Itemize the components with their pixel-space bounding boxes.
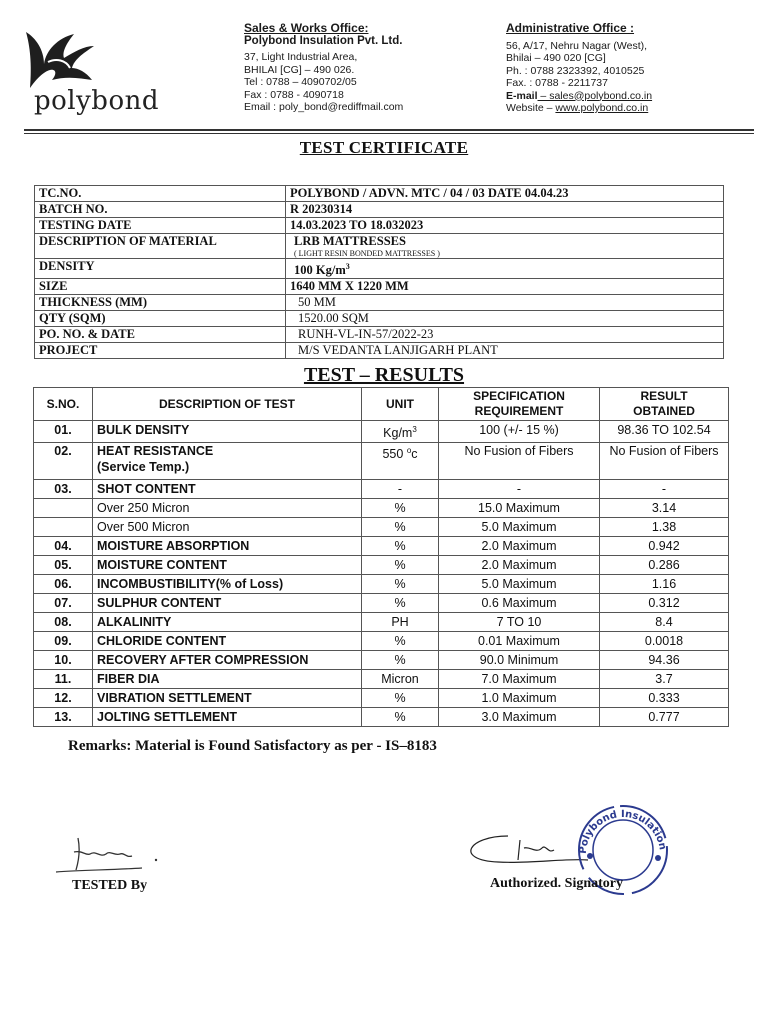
result-specification: 15.0 Maximum — [439, 499, 600, 518]
result-unit — [362, 613, 439, 632]
company-name: Polybond Insulation Pvt. Ltd. — [244, 34, 403, 47]
admin-website: Website – www.polybond.co.in — [506, 102, 649, 114]
result-sno — [34, 499, 93, 518]
result-description-text: MOISTURE CONTENT — [97, 558, 227, 573]
authorized-signatory-label: Authorized. Signatory — [490, 876, 623, 891]
result-sno: 13. — [34, 708, 93, 727]
result-specification: No Fusion of Fibers — [439, 443, 600, 480]
company-logo — [22, 24, 102, 94]
info-row — [35, 311, 724, 327]
result-description — [93, 613, 362, 632]
tester-signature — [52, 830, 172, 880]
header-divider — [24, 129, 754, 131]
result-unit-text: PH — [391, 615, 409, 630]
result-specification: 0.6 Maximum — [439, 594, 600, 613]
info-row — [35, 218, 724, 234]
info-label: PO. NO. & DATE — [35, 327, 286, 343]
tested-by-label: TESTED By — [72, 878, 148, 893]
results-title: TEST – RESULTS — [303, 364, 465, 386]
result-description — [93, 421, 362, 443]
info-value — [286, 218, 724, 234]
certificate-info-table — [34, 185, 724, 359]
result-row — [34, 480, 729, 499]
results-header-row — [34, 388, 729, 421]
result-description — [93, 499, 362, 518]
info-value-text: M/S VEDANTA LANJIGARH PLANT — [298, 343, 498, 358]
info-value — [286, 202, 724, 218]
result-specification: - — [439, 480, 600, 499]
admin-email: E-mail – sales@polybond.co.in — [506, 89, 653, 102]
test-results-table — [33, 387, 729, 727]
result-description-text: JOLTING SETTLEMENT — [97, 710, 238, 725]
info-value — [286, 311, 724, 327]
result-obtained: 94.36 — [600, 651, 729, 670]
result-description — [93, 518, 362, 537]
result-row — [34, 708, 729, 727]
result-unit — [362, 443, 439, 480]
admin-phone: Ph. : 0788 2323392, 4010525 — [506, 64, 645, 77]
result-unit — [362, 594, 439, 613]
result-obtained: 1.38 — [600, 518, 729, 537]
result-description-text: HEAT RESISTANCE — [97, 444, 214, 459]
info-value-text: 50 MM — [298, 295, 336, 310]
result-unit-text: - — [397, 482, 403, 497]
col-header-result-text: RESULT OBTAINED — [633, 389, 695, 418]
result-unit-text: % — [394, 501, 406, 516]
col-header-description: DESCRIPTION OF TEST — [93, 388, 362, 421]
result-obtained: No Fusion of Fibers — [600, 443, 729, 480]
result-unit — [362, 556, 439, 575]
result-description-text: MOISTURE ABSORPTION — [97, 539, 250, 554]
info-row — [35, 327, 724, 343]
result-obtained: 0.0018 — [600, 632, 729, 651]
info-value-subtext: ( LIGHT RESIN BONDED MATTRESSES ) — [294, 249, 440, 258]
works-email: Email : poly_bond@rediffmail.com — [244, 101, 404, 113]
polybond-logo-icon — [22, 24, 102, 94]
result-description-text: Over 500 Micron — [97, 520, 190, 535]
result-row — [34, 613, 729, 632]
result-row — [34, 632, 729, 651]
works-office-block — [244, 22, 403, 114]
info-value — [286, 327, 724, 343]
result-unit — [362, 632, 439, 651]
result-unit-text: 550 — [382, 447, 407, 462]
info-value — [286, 343, 724, 359]
result-sno: 05. — [34, 556, 93, 575]
result-description-text: VIBRATION SETTLEMENT — [97, 691, 252, 706]
result-unit-text: % — [394, 520, 406, 535]
result-sno: 10. — [34, 651, 93, 670]
result-description-text: ALKALINITY — [97, 615, 172, 630]
certificate-title: TEST CERTIFICATE — [299, 138, 469, 157]
result-unit — [362, 575, 439, 594]
result-sno: 12. — [34, 689, 93, 708]
result-specification: 7 TO 10 — [439, 613, 600, 632]
result-obtained: 8.4 — [600, 613, 729, 632]
result-obtained: 0.286 — [600, 556, 729, 575]
result-sno: 03. — [34, 480, 93, 499]
info-label: DENSITY — [35, 259, 286, 279]
result-obtained: - — [600, 480, 729, 499]
info-value-sup: 3 — [345, 262, 350, 271]
remarks: Remarks: Material is Found Satisfactory as per - IS–8183 — [68, 738, 437, 754]
result-specification: 100 (+/- 15 %) — [439, 421, 600, 443]
admin-address-line: Bhilai – 490 020 [CG] — [506, 52, 606, 64]
info-value — [286, 279, 724, 295]
result-unit-tail: c — [411, 447, 418, 462]
info-row — [35, 279, 724, 295]
result-unit — [362, 421, 439, 443]
result-description-text: SHOT CONTENT — [97, 482, 196, 497]
result-unit — [362, 480, 439, 499]
result-sno: 02. — [34, 443, 93, 480]
admin-address-line: 56, A/17, Nehru Nagar (West), — [506, 39, 648, 52]
info-value-text: POLYBOND / ADVN. MTC / 04 / 03 DATE 04.04.23 — [290, 186, 569, 200]
result-unit-text: % — [394, 596, 406, 611]
admin-fax: Fax. : 0788 - 2211737 — [506, 77, 608, 89]
result-row — [34, 575, 729, 594]
result-unit-text: % — [394, 539, 406, 554]
result-description — [93, 651, 362, 670]
result-row — [34, 689, 729, 708]
stamp-text: Polybond Insulation — [577, 808, 668, 855]
result-description — [93, 708, 362, 727]
result-unit-text: % — [394, 558, 406, 573]
result-row — [34, 594, 729, 613]
result-unit-text: % — [394, 653, 406, 668]
info-value — [286, 186, 724, 202]
result-description — [93, 670, 362, 689]
result-description — [93, 556, 362, 575]
info-label: BATCH NO. — [35, 202, 286, 218]
info-row — [35, 259, 724, 279]
info-row — [35, 202, 724, 218]
result-obtained: 0.777 — [600, 708, 729, 727]
result-description — [93, 443, 362, 480]
works-address-line: BHILAI [CG] – 490 026. — [244, 63, 355, 76]
result-obtained: 1.16 — [600, 575, 729, 594]
result-specification: 5.0 Maximum — [439, 518, 600, 537]
result-specification: 1.0 Maximum — [439, 689, 600, 708]
info-label: QTY (SQM) — [35, 311, 286, 327]
info-value-text: RUNH-VL-IN-57/2022-23 — [298, 327, 434, 342]
col-header-spec-text: SPECIFICATION REQUIREMENT — [473, 389, 565, 418]
result-specification: 5.0 Maximum — [439, 575, 600, 594]
info-label: TC.NO. — [35, 186, 286, 202]
works-fax: Fax : 0788 - 4090718 — [244, 88, 344, 101]
header-divider-thin — [24, 133, 754, 134]
result-row — [34, 670, 729, 689]
info-value-text: 100 Kg/m — [294, 263, 346, 278]
col-header-sno: S.NO. — [34, 388, 93, 421]
result-obtained: 3.7 — [600, 670, 729, 689]
info-row — [35, 295, 724, 311]
result-description-text: RECOVERY AFTER COMPRESSION — [97, 653, 309, 668]
col-header-spec — [439, 388, 600, 421]
works-office-heading: Sales & Works Office: — [244, 21, 369, 35]
result-specification: 7.0 Maximum — [439, 670, 600, 689]
result-row — [34, 518, 729, 537]
info-value — [286, 295, 724, 311]
result-unit-text: % — [394, 634, 406, 649]
result-description — [93, 594, 362, 613]
result-unit — [362, 708, 439, 727]
works-address-line: 37, Light Industrial Area, — [244, 51, 358, 63]
svg-text:Polybond Insulation — [578, 809, 668, 854]
info-row — [35, 343, 724, 359]
info-value-text: 1520.00 SQM — [298, 311, 369, 326]
result-unit-text: Kg/m — [383, 426, 413, 441]
info-row — [35, 186, 724, 202]
info-value-text: 14.03.2023 TO 18.032023 — [290, 218, 424, 232]
result-description-subtext: (Service Temp.) — [97, 460, 190, 475]
result-sno: 04. — [34, 537, 93, 556]
works-phone: Tel : 0788 – 4090702/05 — [244, 76, 357, 88]
result-sno: 11. — [34, 670, 93, 689]
result-row — [34, 651, 729, 670]
result-obtained: 0.312 — [600, 594, 729, 613]
result-unit-text: % — [394, 691, 406, 706]
result-row — [34, 443, 729, 480]
result-unit — [362, 537, 439, 556]
info-label: PROJECT — [35, 343, 286, 359]
logo-text: polybond — [34, 86, 159, 116]
result-unit — [362, 670, 439, 689]
result-description-text: INCOMBUSTIBILITY(% of Loss) — [97, 577, 284, 592]
result-description-text: Over 250 Micron — [97, 501, 190, 516]
result-specification: 0.01 Maximum — [439, 632, 600, 651]
admin-office-block — [506, 22, 652, 115]
info-value-text: 1640 MM X 1220 MM — [290, 279, 409, 294]
result-obtained: 98.36 TO 102.54 — [600, 421, 729, 443]
result-unit-text: % — [394, 577, 406, 592]
result-description — [93, 537, 362, 556]
info-row — [35, 234, 724, 259]
result-row — [34, 537, 729, 556]
info-label: THICKNESS (MM) — [35, 295, 286, 311]
result-specification: 3.0 Maximum — [439, 708, 600, 727]
result-unit-text: % — [394, 710, 406, 725]
result-unit-sup: o — [406, 446, 412, 456]
result-description-text: FIBER DIA — [97, 672, 160, 687]
result-specification: 2.0 Maximum — [439, 556, 600, 575]
result-unit — [362, 518, 439, 537]
info-value-text: LRB MATTRESSES — [294, 234, 406, 248]
result-obtained: 0.942 — [600, 537, 729, 556]
result-description — [93, 575, 362, 594]
result-unit-sup: 3 — [412, 425, 417, 434]
result-sno — [34, 518, 93, 537]
result-unit — [362, 499, 439, 518]
result-description — [93, 689, 362, 708]
result-specification: 2.0 Maximum — [439, 537, 600, 556]
result-obtained: 3.14 — [600, 499, 729, 518]
tester-signature-mark — [52, 830, 172, 880]
result-sno: 09. — [34, 632, 93, 651]
admin-office-heading: Administrative Office : — [506, 21, 635, 35]
result-sno: 07. — [34, 594, 93, 613]
result-specification: 90.0 Minimum — [439, 651, 600, 670]
info-label: DESCRIPTION OF MATERIAL — [35, 234, 286, 259]
result-unit — [362, 651, 439, 670]
result-obtained: 0.333 — [600, 689, 729, 708]
result-description-text: CHLORIDE CONTENT — [97, 634, 227, 649]
info-value-text: R 20230314 — [290, 202, 353, 216]
info-label: TESTING DATE — [35, 218, 286, 234]
result-description — [93, 480, 362, 499]
result-description-text: SULPHUR CONTENT — [97, 596, 222, 611]
result-unit-text: Micron — [381, 672, 419, 687]
result-unit — [362, 689, 439, 708]
info-value — [286, 234, 724, 259]
result-sno: 06. — [34, 575, 93, 594]
info-label: SIZE — [35, 279, 286, 295]
info-value — [286, 259, 724, 279]
col-header-result — [600, 388, 729, 421]
result-description-text: BULK DENSITY — [97, 423, 190, 437]
result-row — [34, 556, 729, 575]
result-row — [34, 499, 729, 518]
result-sno: 01. — [34, 421, 93, 443]
result-description — [93, 632, 362, 651]
result-sno: 08. — [34, 613, 93, 632]
result-row — [34, 421, 729, 443]
col-header-unit: UNIT — [362, 388, 439, 421]
